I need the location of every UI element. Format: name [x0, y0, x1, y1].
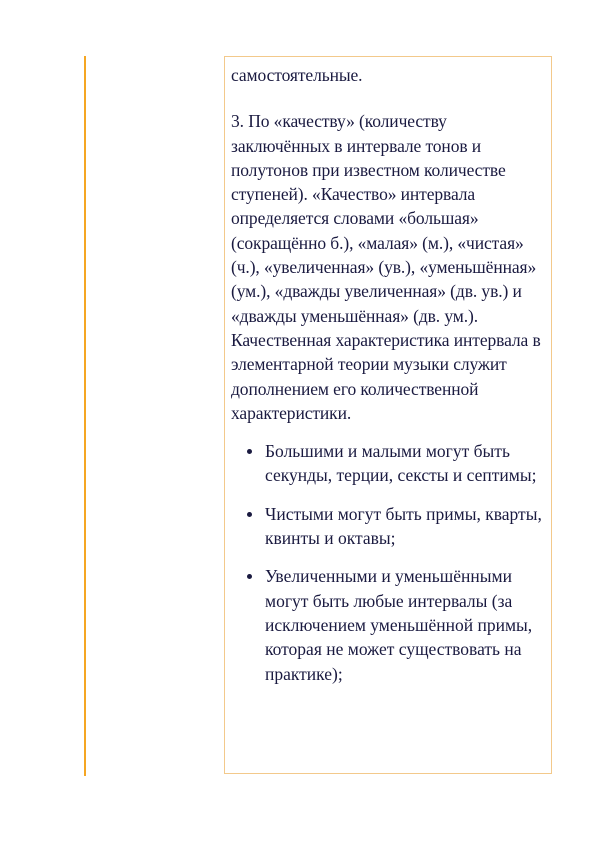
bullet-icon [247, 449, 252, 454]
left-accent-rule [84, 56, 86, 776]
list-item-text: Большими и малыми могут быть секунды, терции, сексты и септимы; [265, 441, 537, 486]
bullet-icon [247, 574, 252, 579]
list-item [265, 439, 547, 488]
bullet-list [231, 439, 547, 686]
list-item-text: Чистыми могут быть примы, кварты, квинты и октавы; [265, 503, 542, 549]
intro-text: самостоятельные. [231, 65, 363, 85]
list-item [265, 502, 547, 551]
text-box [224, 56, 552, 774]
list-item-text: Увеличенными и уменьшёнными могут быть любые интервалы (за исключением уменьшённой примы, которая не может существовать на практике); [265, 566, 533, 684]
list-item [265, 564, 547, 685]
quality-paragraph: 3. По «качеству» (количеству заключённых в интервале тонов и полутонов при известном количестве ступеней). «Качество» интервала определяется словами «большая» (сокращённо б.), «малая» (м.), «чистая» (ч.), «увеличенная» (ув.), «уменьшённая» (ум.), «дважды увеличенная» (дв. ув.) и «дважды уменьшённая» (дв. ум.). Качественная характеристика интервала в элементарной теории музыки служит дополнением его количественной характеристики. [231, 111, 541, 423]
bullet-icon [247, 512, 252, 517]
